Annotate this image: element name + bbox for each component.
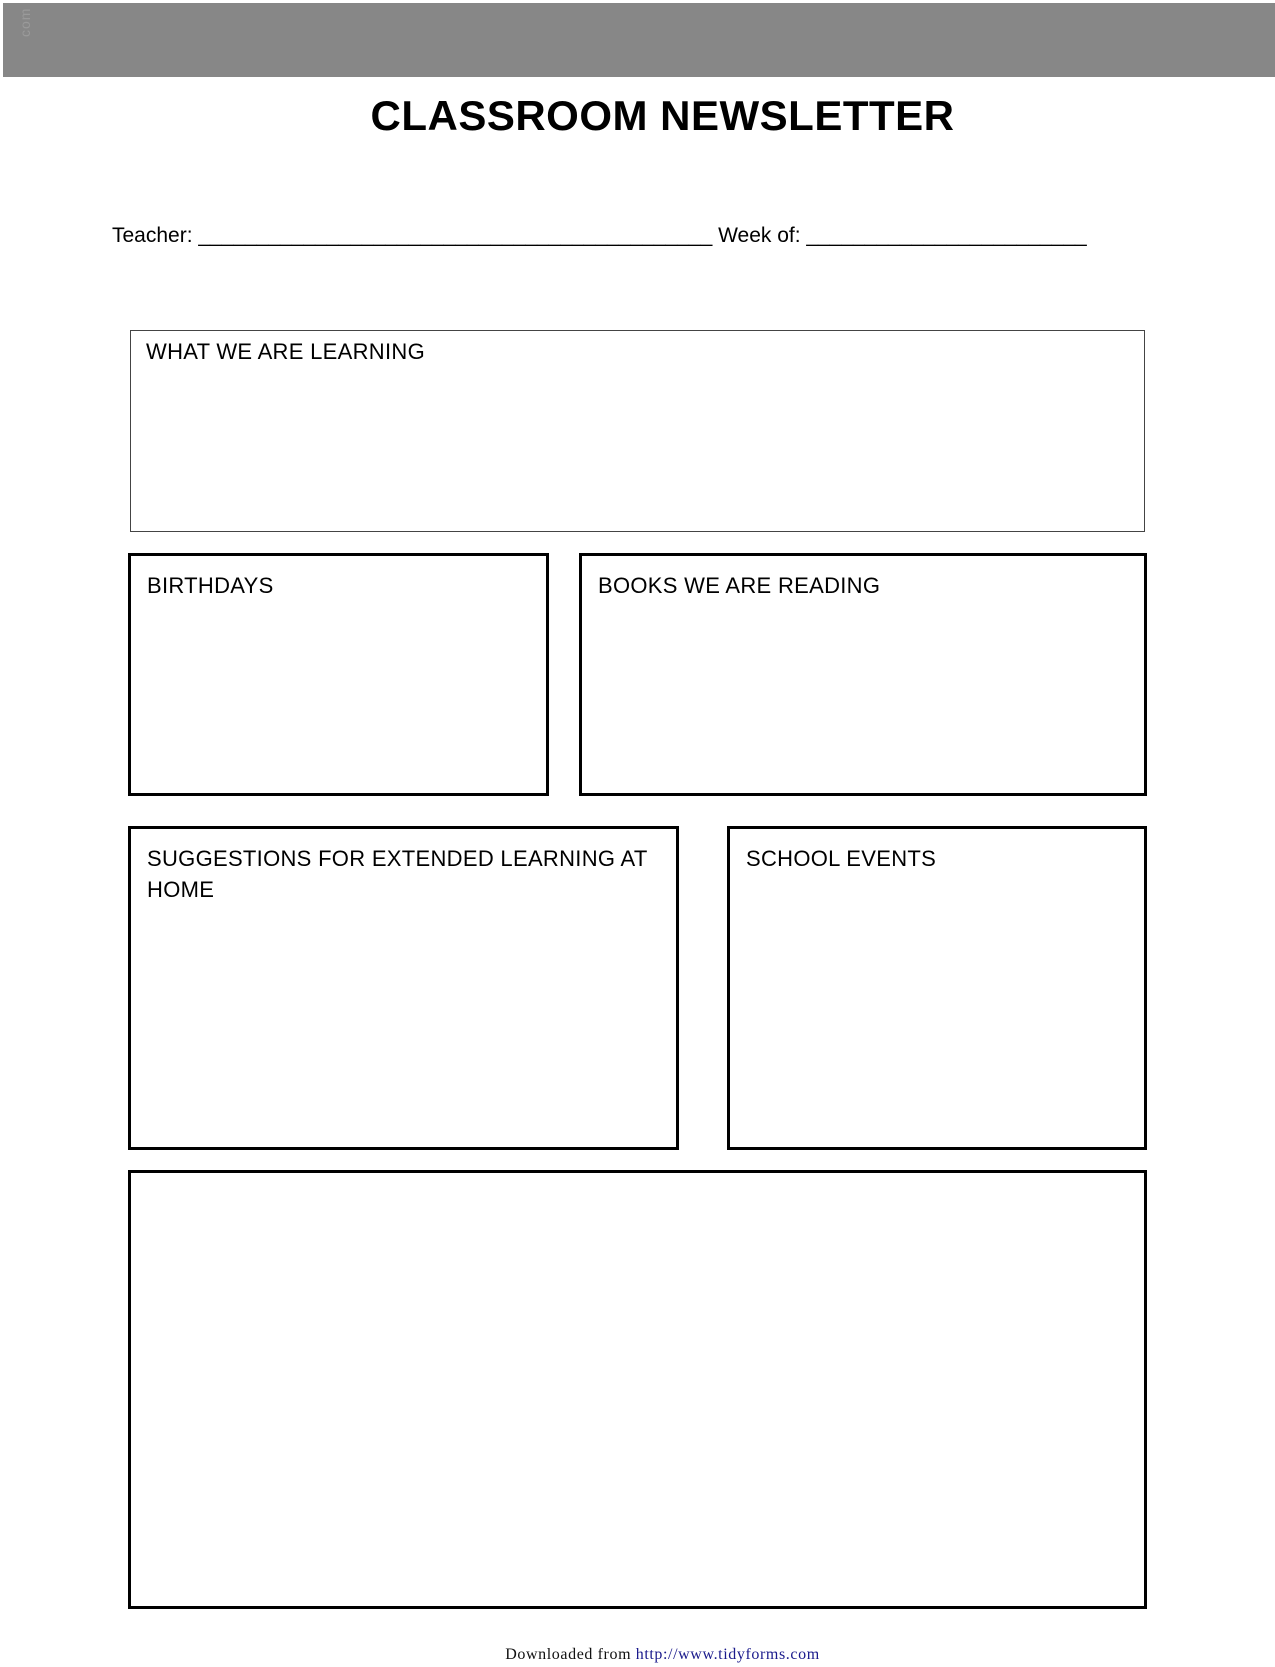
section-birthdays[interactable] [128,553,549,796]
section-label-suggestions [147,843,648,905]
section-label-events: SCHOOL EVENTS [746,846,937,871]
section-label-birthdays: BIRTHDAYS [147,573,274,598]
top-banner [3,3,1275,77]
banner-edge-text: com [17,7,33,37]
teacher-week-line[interactable]: Teacher: ____________________________________________ Week of: ________________________ [112,224,1087,247]
footer-link[interactable]: http://www.tidyforms.com [635,1646,820,1663]
section-extended-learning[interactable] [128,826,679,1150]
section-label-suggestions-line1: SUGGESTIONS FOR EXTENDED LEARNING AT [147,846,648,871]
footer-prefix: Downloaded from [505,1646,632,1663]
footer-download-note [0,1646,1275,1664]
section-books-we-are-reading[interactable] [579,553,1147,796]
section-blank-notes[interactable] [128,1170,1147,1609]
section-what-we-are-learning[interactable] [130,330,1145,532]
section-label-books: BOOKS WE ARE READING [598,573,881,598]
page-title: CLASSROOM NEWSLETTER [370,92,955,139]
section-label-learning: WHAT WE ARE LEARNING [146,339,426,364]
section-school-events[interactable] [727,826,1147,1150]
section-label-suggestions-line2: HOME [147,877,215,902]
